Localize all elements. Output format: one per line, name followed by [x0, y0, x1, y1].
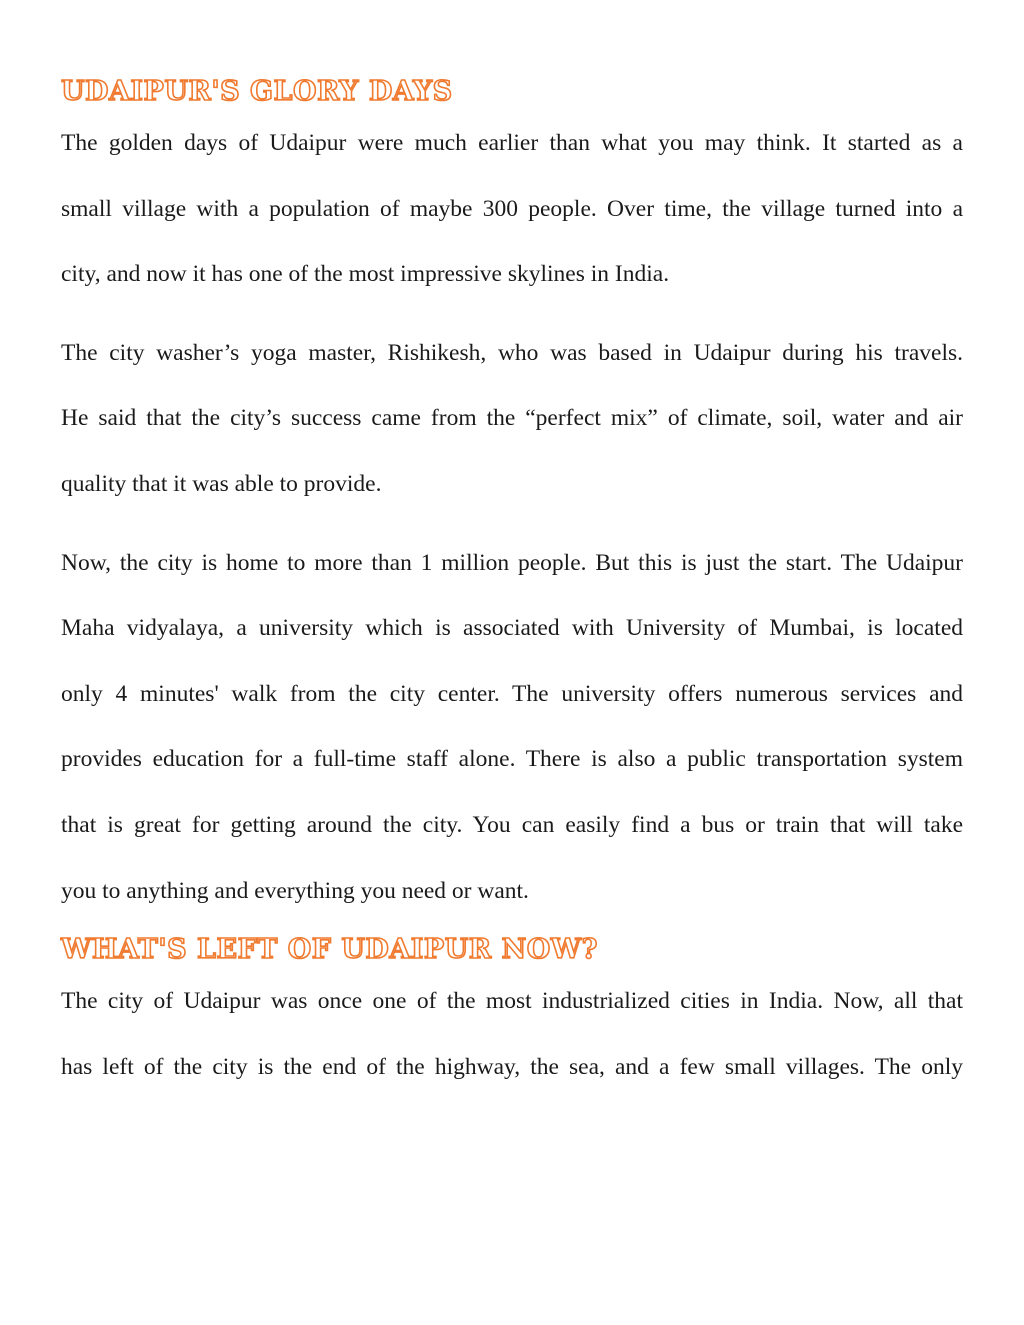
section-heading: WHAT'S LEFT OF UDAIPUR NOW? [61, 934, 598, 966]
section-heading: UDAIPUR'S GLORY DAYS [61, 76, 453, 107]
paragraph-line: city, and now it has one of the most impressive skylines in India. [61, 261, 670, 288]
document-page [61, 70, 963, 1100]
paragraph [61, 111, 963, 308]
paragraph-line: Now, the city is home to more than 1 million people. But this is just the start. The Udaipur [61, 549, 963, 576]
paragraph [61, 969, 963, 1100]
paragraph-line: that is great for getting around the city. You can easily find a bus or train that will take [61, 811, 963, 838]
paragraph-line: The golden days of Udaipur were much earlier than what you may think. It started as a [61, 130, 963, 156]
paragraph-line: has left of the city is the end of the highway, the sea, and a few small villages. The only [61, 1053, 963, 1080]
paragraph-line: you to anything and everything you need or want. [61, 877, 529, 904]
paragraph [61, 321, 963, 518]
paragraph-line: The city of Udaipur was once one of the most industrialized cities in India. Now, all that [61, 988, 963, 1015]
paragraph-line: only 4 minutes' walk from the city center. The university offers numerous services and [61, 680, 963, 707]
paragraph-line: He said that the city’s success came from the “perfect mix” of climate, soil, water and air [61, 405, 963, 432]
paragraph-line: Maha vidyalaya, a university which is associated with University of Mumbai, is located [61, 615, 963, 642]
paragraph-line: small village with a population of maybe 300 people. Over time, the village turned into a [61, 195, 963, 222]
paragraph [61, 531, 963, 925]
paragraph-line: The city washer’s yoga master, Rishikesh, who was based in Udaipur during his travels. [61, 339, 963, 366]
paragraph-line: quality that it was able to provide. [61, 470, 382, 497]
paragraph-line: provides education for a full-time staff alone. There is also a public transportation system [61, 746, 963, 773]
